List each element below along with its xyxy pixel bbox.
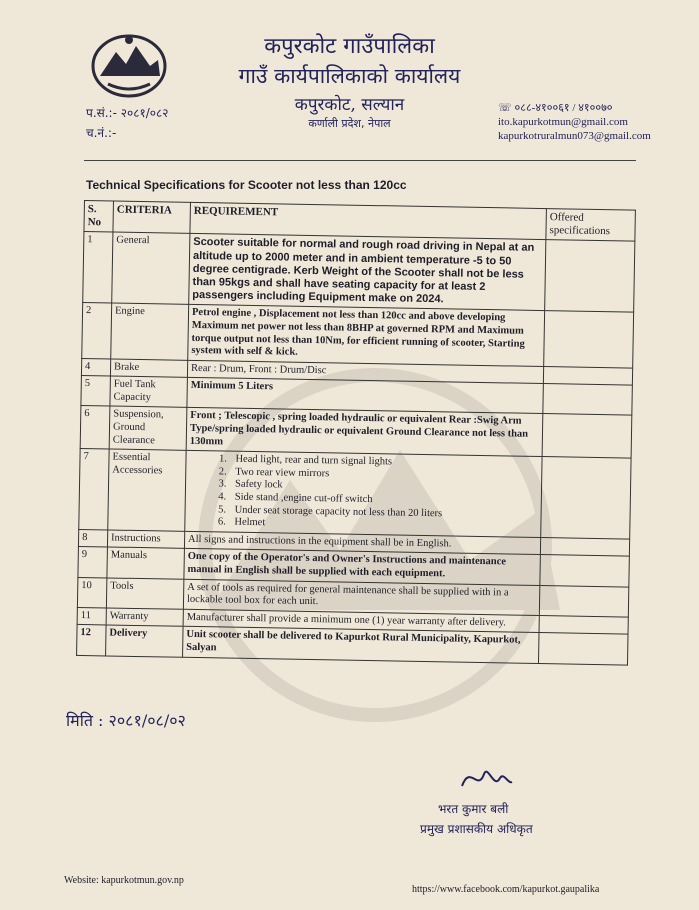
row-sno: 5	[81, 376, 111, 407]
row-requirement: A set of tools as required for general maintenance shall be supplied with in a lockable tool box for each unit.	[183, 579, 539, 615]
email-primary: ito.kapurkotmun@gmail.com	[498, 116, 628, 128]
row-sno: 1	[83, 232, 113, 303]
row-sno: 11	[77, 607, 106, 625]
row-sno: 9	[78, 547, 108, 578]
row-offered	[545, 240, 635, 312]
row-offered	[540, 555, 630, 587]
header-requirement: REQUIREMENT	[190, 202, 546, 240]
signatory-name: भरत कुमार बली	[438, 802, 509, 816]
row-sno: 8	[78, 529, 107, 547]
row-criteria: Engine	[111, 303, 189, 360]
issue-date: मिति : २०८१/०८/०२	[66, 711, 186, 730]
row-sno: 7	[79, 449, 109, 530]
table-row	[83, 232, 635, 313]
row-offered	[543, 366, 632, 385]
accessories-list	[188, 453, 538, 535]
list-item: 2. Two rear view mirrors	[229, 466, 538, 484]
row-criteria: Essential Accessories	[108, 449, 186, 531]
row-requirement: All signs and instructions in the equipment shall be in English.	[184, 531, 540, 555]
row-requirement: One copy of the Operator's and Owner's Instructions and maintenance manual in English shall be supplied with each equipment.	[184, 549, 540, 585]
list-item: 6. Helmet	[228, 517, 537, 535]
phone-number: ☏ ०८८-४१००६१ / ४१००७०	[498, 102, 613, 114]
header-criteria: CRITERIA	[113, 201, 191, 234]
row-requirement	[185, 451, 542, 538]
list-item: 3. Safety lock	[229, 479, 538, 497]
header-sno: S. No	[84, 201, 114, 233]
email-secondary: kapurkotruralmun073@gmail.com	[498, 130, 651, 142]
row-criteria: General	[112, 232, 190, 304]
row-sno: 6	[80, 406, 110, 449]
table-row	[79, 449, 631, 539]
row-offered	[539, 615, 628, 634]
signature-mark-icon	[456, 760, 516, 796]
signatory-title: प्रमुख प्रशासकीय अधिकृत	[420, 822, 533, 836]
list-item: 1. Head light, rear and turn signal lights	[229, 454, 538, 472]
header-divider	[84, 160, 636, 161]
list-item: 4. Side stand ,engine cut-off switch	[229, 492, 538, 510]
row-requirement: Front ; Telescopic , spring loaded hydraulic or equivalent Rear :Swig Arm Type/spring loaded hydraulic or equivalent Ground Clearance not less than 130mm	[186, 408, 543, 457]
row-requirement: Manufacturer shall provide a minimum one (1) year warranty after delivery.	[183, 609, 539, 633]
facebook-link[interactable]: https://www.facebook.com/kapurkot.gaupalika	[412, 884, 600, 895]
row-offered	[538, 633, 628, 665]
row-criteria: Manuals	[107, 547, 185, 579]
office-name: गाउँ कार्यपालिकाको कार्यालय	[238, 64, 461, 88]
row-sno: 12	[77, 625, 107, 656]
specifications-table	[76, 200, 636, 665]
row-requirement: Unit scooter shall be delivered to Kapurkot Rural Municipality, Kapurkot, Salyan	[183, 627, 539, 663]
row-offered	[544, 311, 634, 368]
row-offered	[543, 384, 633, 416]
row-requirement: Petrol engine , Displacement not less than 120cc and above developing Maximum net power not less than 8BHP at governed RPM and Maximum torque output not less than 10Nm, for efficient running of scooter, Starting system with self & kick.	[188, 305, 545, 367]
document-title: Technical Specifications for Scooter not less than 120cc	[86, 178, 407, 192]
municipality-name: कपुरकोट गाउँपालिका	[264, 34, 435, 59]
row-requirement: Scooter suitable for normal and rough road driving in Nepal at an altitude up to 2000 meter and in ambient temperature -5 to 50 degree centigrade. Kerb Weight of the Scooter shall not be less than 95kgs and shall have seating capacity for at least 2 passengers including Equipment make on 2024.	[189, 234, 546, 311]
row-criteria: Suspension, Ground Clearance	[109, 406, 187, 450]
row-offered	[542, 414, 632, 458]
list-item: 5. Under seat storage capacity not less than 20 liters	[228, 504, 537, 522]
row-criteria: Brake	[110, 359, 187, 378]
row-offered	[539, 585, 629, 617]
header-offered: Offered specifications	[546, 209, 636, 242]
row-criteria: Instructions	[107, 530, 184, 549]
reference-number: प.सं.:- २०८१/०८२	[86, 106, 169, 120]
row-sno: 2	[82, 303, 112, 359]
row-requirement: Rear : Drum, Front : Drum/Disc	[187, 360, 543, 384]
row-criteria: Fuel Tank Capacity	[110, 376, 188, 408]
row-offered	[541, 457, 631, 539]
row-sno: 10	[77, 577, 107, 608]
row-requirement: Minimum 5 Liters	[187, 378, 543, 414]
row-criteria: Warranty	[106, 608, 183, 627]
dispatch-number: च.नं.:-	[86, 126, 117, 140]
row-sno: 4	[81, 358, 110, 376]
row-offered	[540, 537, 629, 556]
table-row	[82, 303, 634, 368]
website-link[interactable]: Website: kapurkotmun.gov.np	[64, 875, 184, 886]
office-province: कर्णाली प्रदेश, नेपाल	[308, 117, 391, 130]
office-location: कपुरकोट, सल्यान	[294, 95, 405, 115]
row-criteria: Tools	[106, 578, 184, 610]
row-criteria: Delivery	[106, 625, 184, 657]
